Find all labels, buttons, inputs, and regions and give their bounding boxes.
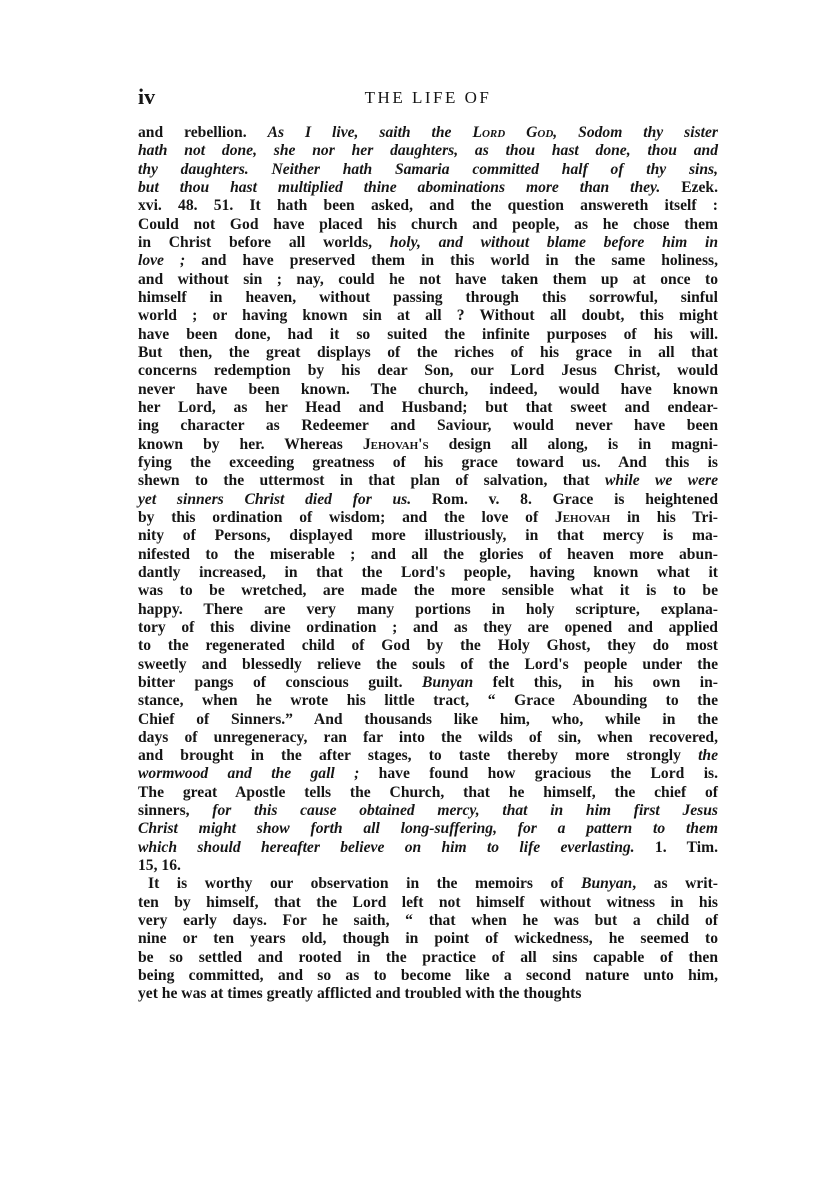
text-segment: in his Tri-: [610, 508, 718, 526]
italic-text: As I live, saith the: [267, 124, 473, 141]
text-segment: and have preserved them in this world in the same holiness,: [185, 252, 718, 270]
text-segment: world ; or having known sin at all ? Without all doubt, this might: [138, 307, 718, 325]
text-segment: tory of this divine ordination ; and as they are opened and applied: [138, 618, 718, 636]
italic-text: for this cause obtained mercy, that in him first Jesus: [212, 802, 718, 820]
text-line: [138, 784, 718, 802]
text-line: [138, 857, 718, 875]
text-segment: yet he was at times greatly afflicted and troubled with the thoughts: [138, 985, 582, 1003]
text-segment: happy. There are very many portions in holy scripture, explana-: [138, 600, 718, 618]
italic-text: wormwood and the gall ;: [138, 765, 360, 783]
text-line: [138, 307, 718, 325]
text-segment: fying the exceeding greatness of his grace toward us. And this is: [138, 453, 718, 471]
text-segment: to the regenerated child of God by the Holy Ghost, they do most: [138, 637, 718, 655]
text-line: [138, 765, 718, 783]
text-line: [138, 619, 718, 637]
text-line: [138, 197, 718, 215]
text-segment: her Lord, as her Head and Husband; but that sweet and endear-: [138, 398, 718, 416]
text-segment: sinners,: [138, 802, 213, 820]
text-segment: felt this, in his own in-: [473, 673, 718, 691]
text-segment: sweetly and blessedly relieve the souls of the Lord's people under the: [138, 655, 718, 673]
text-line: [138, 912, 718, 930]
text-segment: Rom. v. 8. Grace is heightened: [411, 490, 718, 508]
text-segment: Jehovah: [554, 508, 611, 526]
text-line: [138, 271, 718, 289]
italic-text: Bunyan: [581, 875, 633, 893]
text-line: [138, 949, 718, 967]
text-line: [138, 875, 718, 893]
text-line: [138, 527, 718, 545]
text-line: [138, 674, 718, 692]
text-segment: have been done, had it so suited the infinite purposes of his will.: [138, 325, 718, 343]
text-segment: Jehovah's: [362, 435, 429, 453]
text-line: [138, 344, 718, 362]
text-line: [138, 216, 718, 234]
italic-text: hath not done, she nor her daughters, as thou hast done, thou and: [138, 142, 718, 160]
text-line: [138, 637, 718, 655]
text-segment: in Christ before all worlds,: [138, 233, 390, 251]
text-segment: nifested to the miserable ; and all the glories of heaven more abun-: [138, 545, 718, 563]
text-segment: himself in heaven, without passing through this sorrowful, sinful: [138, 288, 718, 306]
text-line: [138, 930, 718, 948]
text-line: [138, 546, 718, 564]
text-line: [138, 454, 718, 472]
text-line: [138, 692, 718, 710]
text-line: [138, 967, 718, 985]
text-segment: shewn to the uttermost in that plan of salvation, that: [138, 472, 605, 490]
text-line: [138, 564, 718, 582]
text-segment: concerns redemption by his dear Son, our Lord Jesus Christ, would: [138, 362, 718, 380]
text-segment: ing character as Redeemer and Saviour, would never have been: [138, 417, 718, 435]
text-line: [138, 839, 718, 857]
text-line: [138, 729, 718, 747]
text-segment: known by her. Whereas: [138, 435, 363, 453]
italic-text: love ;: [138, 252, 186, 270]
text-line: [138, 234, 718, 252]
italic-text: Bunyan: [421, 673, 474, 691]
italic-text: yet sinners Christ died for us.: [138, 490, 412, 508]
text-segment: Ezek.: [660, 178, 719, 196]
text-segment: days of unregeneracy, ran far into the wilds of sin, when recovered,: [138, 728, 718, 746]
italic-text: the: [698, 747, 718, 765]
text-line: [138, 985, 718, 1003]
italic-text: holy, and without blame before him in: [389, 233, 718, 251]
text-segment: nine or ten years old, though in point of wickedness, he seemed to: [138, 930, 718, 948]
text-segment: xvi. 48. 51. It hath been asked, and the question answereth itself :: [138, 197, 718, 215]
text-segment: very early days. For he saith, “ that when he was but a child of: [138, 912, 718, 930]
text-segment: be so settled and rooted in the practice of all sins capable of then: [138, 948, 718, 966]
text-segment: Chief of Sinners.” And thousands like him, who, while in the: [138, 710, 718, 728]
text-line: [138, 161, 718, 179]
italic-text: , Sodom thy sister: [553, 124, 718, 141]
text-line: [138, 802, 718, 820]
text-segment: 15, 16.: [138, 857, 181, 875]
text-line: [138, 289, 718, 307]
text-segment: Could not God have placed his church and people, as he chose them: [138, 215, 718, 233]
text-segment: bitter pangs of conscious guilt.: [138, 673, 422, 691]
text-segment: and rebellion.: [138, 124, 268, 141]
text-segment: was to be wretched, are made the more sensible what it is to be: [138, 582, 718, 600]
italic-text: Lord God: [472, 124, 554, 141]
text-segment: have found how gracious the Lord is.: [359, 765, 718, 783]
page-header: [138, 84, 718, 114]
text-line: [138, 491, 718, 509]
text-line: [138, 894, 718, 912]
running-title: THE LIFE OF: [364, 88, 492, 107]
text-line: [138, 399, 718, 417]
text-line: [138, 711, 718, 729]
text-segment: and without sin ; nay, could he not have taken them up at once to: [138, 270, 718, 288]
text-segment: design all along, is in magni-: [428, 435, 718, 453]
italic-text: Christ might show forth all long-suffering, for a pattern to them: [138, 820, 718, 838]
text-line: [138, 820, 718, 838]
text-segment: never have been known. The church, indeed, would have known: [138, 380, 718, 398]
text-segment: It is worthy our observation in the memoirs of: [148, 875, 582, 893]
text-line: [138, 656, 718, 674]
text-line: [138, 582, 718, 600]
text-line: [138, 381, 718, 399]
text-segment: 1. Tim.: [634, 838, 718, 856]
text-line: [138, 252, 718, 270]
text-line: [138, 417, 718, 435]
text-line: [138, 124, 718, 142]
text-line: [138, 179, 718, 197]
text-line: [138, 509, 718, 527]
text-segment: dantly increased, in that the Lord's people, having known what it: [138, 563, 718, 581]
page-number: iv: [138, 84, 156, 109]
text-segment: , as writ-: [632, 875, 718, 893]
italic-text: thy daughters. Neither hath Samaria committed half of thy sins,: [138, 160, 718, 178]
text-line: [138, 142, 718, 160]
text-line: [138, 436, 718, 454]
text-segment: and brought in the after stages, to taste thereby more strongly: [138, 747, 699, 765]
text-segment: But then, the great displays of the riches of his grace in all that: [138, 343, 718, 361]
text-segment: The great Apostle tells the Church, that he himself, the chief of: [138, 783, 718, 801]
text-line: [138, 601, 718, 619]
italic-text: which should hereafter believe on him to life everlasting.: [138, 838, 635, 856]
text-line: [138, 472, 718, 490]
text-line: [138, 747, 718, 765]
text-segment: nity of Persons, displayed more illustriously, in that mercy is ma-: [138, 527, 718, 545]
text-segment: ten by himself, that the Lord left not himself without witness in his: [138, 893, 718, 911]
text-segment: being committed, and so as to become like a second nature unto him,: [138, 967, 718, 985]
text-segment: by this ordination of wisdom; and the love of: [138, 508, 555, 526]
text-line: [138, 362, 718, 380]
italic-text: but thou hast multiplied thine abominations more than they.: [138, 178, 661, 196]
text-segment: stance, when he wrote his little tract, “ Grace Abounding to the: [138, 692, 718, 710]
body-text: [138, 124, 718, 1004]
italic-text: while we were: [604, 472, 718, 490]
text-line: [138, 326, 718, 344]
